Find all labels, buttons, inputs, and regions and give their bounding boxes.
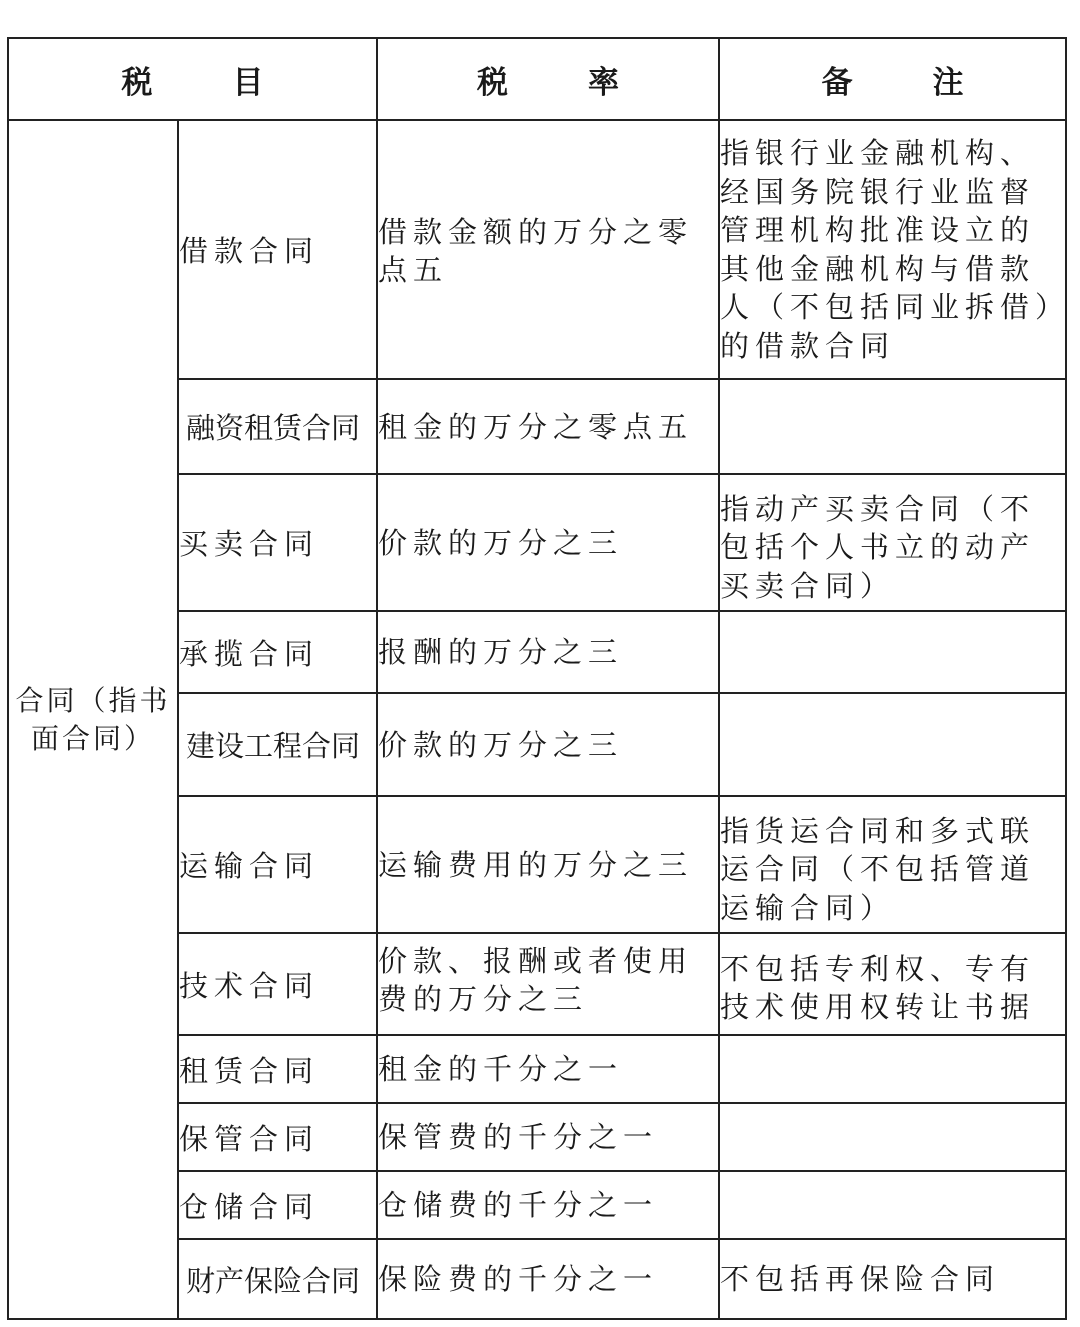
category-line-2: 面合同） [30, 721, 155, 755]
note-cell: 指货运合同和多式联运合同（不包括管道运输合同） [719, 796, 1066, 933]
note-cell: 不包括专利权、专有技术使用权转让书据 [719, 933, 1066, 1035]
header-row [8, 38, 1066, 120]
rate-cell: 价款的万分之三 [377, 693, 719, 796]
item-cell: 租赁合同 [178, 1035, 377, 1103]
note-cell: 指动产买卖合同（不包括个人书立的动产买卖合同） [719, 474, 1066, 611]
rate-cell: 保险费的千分之一 [377, 1239, 719, 1319]
category-line-1: 合同（指书 [15, 683, 171, 717]
note-cell [719, 1035, 1066, 1103]
item-cell: 财产保险合同 [178, 1239, 377, 1319]
rate-cell: 价款、报酬或者使用费的万分之三 [377, 933, 719, 1035]
item-cell: 承揽合同 [178, 611, 377, 693]
header-remarks-char-2: 注 [932, 64, 964, 101]
header-remarks-char-1: 备 [821, 64, 853, 101]
note-cell [719, 1171, 1066, 1239]
note-cell: 指银行业金融机构、经国务院银行业监督管理机构批准设立的其他金融机构与借款人（不包括同业拆借）的借款合同 [719, 120, 1066, 379]
rate-cell: 运输费用的万分之三 [377, 796, 719, 933]
header-tax-rate [377, 38, 719, 120]
header-tax-item-char-1: 税 [121, 64, 153, 101]
tax-rate-table-container [7, 37, 1067, 1320]
header-tax-rate-char-2: 率 [588, 64, 619, 101]
rate-cell: 借款金额的万分之零点五 [377, 120, 719, 379]
tax-rate-table [7, 37, 1067, 1320]
item-cell: 融资租赁合同 [178, 379, 377, 474]
header-tax-rate-char-1: 税 [477, 64, 508, 101]
item-cell: 买卖合同 [178, 474, 377, 611]
item-cell: 建设工程合同 [178, 693, 377, 796]
note-cell [719, 1103, 1066, 1171]
rate-cell: 价款的万分之三 [377, 474, 719, 611]
note-cell [719, 611, 1066, 693]
category-cell [8, 120, 178, 1319]
header-tax-item-char-2: 目 [232, 64, 264, 101]
item-cell: 运输合同 [178, 796, 377, 933]
rate-cell: 租金的万分之零点五 [377, 379, 719, 474]
item-cell: 技术合同 [178, 933, 377, 1035]
item-cell: 仓储合同 [178, 1171, 377, 1239]
note-cell: 不包括再保险合同 [719, 1239, 1066, 1319]
header-tax-item [8, 38, 377, 120]
rate-cell: 保管费的千分之一 [377, 1103, 719, 1171]
rate-cell: 报酬的万分之三 [377, 611, 719, 693]
note-cell [719, 693, 1066, 796]
rate-cell: 租金的千分之一 [377, 1035, 719, 1103]
note-cell [719, 379, 1066, 474]
header-remarks [719, 38, 1066, 120]
table-row [8, 120, 1066, 379]
item-cell: 保管合同 [178, 1103, 377, 1171]
item-cell: 借款合同 [178, 120, 377, 379]
rate-cell: 仓储费的千分之一 [377, 1171, 719, 1239]
